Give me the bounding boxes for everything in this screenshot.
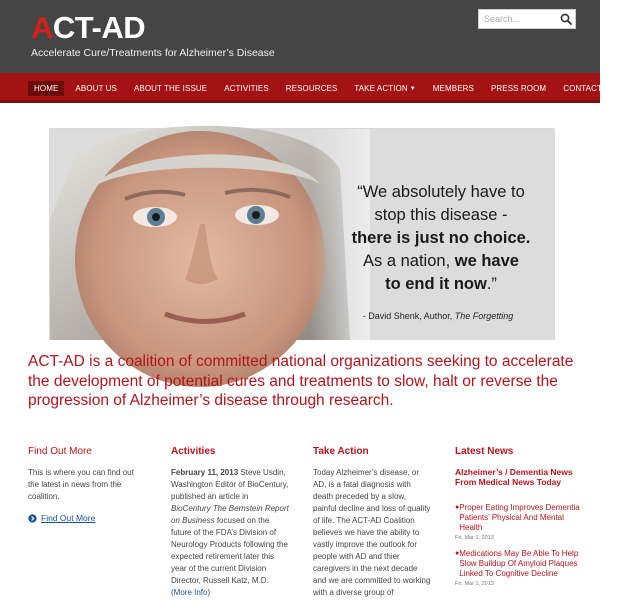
site-logo[interactable]: ACT-AD: [31, 10, 146, 45]
find-out-more-column: [28, 446, 146, 523]
activities-column: [171, 446, 289, 599]
mission-statement: ACT-AD is a coalition of committed national organizations seeking to accelerate the development of potential cures and treatments to slow, halt or reverse the progression of Alzheimer’s disease through research.: [28, 353, 574, 409]
nav-about-the-issue[interactable]: ABOUT THE ISSUE: [133, 84, 208, 93]
nav-resources[interactable]: RESOURCES: [285, 84, 338, 93]
find-out-more-heading: Find Out More: [28, 446, 92, 457]
activities-text: February 11, 2013 Steve Usdin, Washington Editor of BioCentury, published an article in BioCentury The Bernstein Report on Business focused on the future of the FDA’s Division of Neurology Products following the expected retirement later this year of the current Division Director, Russell Katz, M.D. (More Info): [171, 468, 289, 597]
quote-line-1: “We absolutely have to: [357, 183, 525, 201]
main-nav: [0, 73, 616, 103]
search-icon[interactable]: [559, 12, 573, 26]
quote-line-4: As a nation, we have: [363, 252, 519, 270]
nav-about-us[interactable]: ABOUT US: [75, 84, 117, 93]
more-info-link[interactable]: More Info: [173, 588, 208, 597]
site-header: [0, 0, 600, 73]
news-feed-title: Alzheimer’s / Dementia News From Medical News Today: [455, 467, 573, 487]
find-out-more-link-label: Find Out More: [41, 513, 96, 523]
take-action-heading: Take Action: [313, 446, 369, 457]
nav-members[interactable]: MEMBERS: [432, 84, 474, 93]
take-action-column: [313, 446, 431, 599]
arrow-circle-icon: [28, 514, 37, 523]
quote-line-2: stop this disease -: [374, 206, 508, 224]
nav-take-action-label: TAKE ACTION: [354, 84, 408, 93]
nav-activities[interactable]: ACTIVITIES: [224, 84, 269, 93]
nav-press-room[interactable]: PRESS ROOM: [490, 84, 547, 93]
nav-contact-us[interactable]: CONTACT US: [563, 84, 616, 93]
nav-home[interactable]: HOME: [28, 81, 64, 96]
quote-line-5: to end it now.”: [385, 275, 497, 293]
bullet-icon: ●: [455, 550, 460, 557]
list-item[interactable]: [455, 503, 580, 533]
news-item-title[interactable]: Proper Eating Improves Dementia Patients’ Physical And Mental Health: [459, 503, 580, 532]
activities-date: February 11, 2013: [171, 468, 239, 477]
quote-line-3: there is just no choice.: [351, 229, 531, 247]
take-action-text: Today Alzheimer’s disease, or AD, is a fatal diagnosis with death preceded by a slow, painful decline and loss of quality of life. The ACT-AD Coalition believes we have the ability to vastly improve the outlook for people with AD and thier caregivers in the next decade and we are committed to working with a diverse group of: [313, 468, 431, 597]
hero-quote: [336, 181, 546, 296]
nav-take-action[interactable]: [348, 81, 421, 96]
search-input[interactable]: [479, 10, 557, 28]
hero-banner: [49, 128, 554, 339]
search-box: [478, 9, 576, 29]
news-item-title[interactable]: Medications May Be Able To Help Slow Buildup Of Amyloid Plaques Linked To Cognitive Decline: [459, 549, 579, 578]
news-item-date: Fri, Mar 1, 2013: [455, 581, 494, 587]
latest-news-heading: Latest News: [455, 446, 514, 457]
quote-attribution: - David Shenk, Author, The Forgetting: [362, 311, 514, 321]
find-out-more-text: This is where you can find out the latest in news from the coalition.: [28, 468, 134, 501]
find-out-more-link[interactable]: [28, 513, 146, 523]
list-item[interactable]: [455, 549, 580, 579]
bullet-icon: ●: [455, 504, 460, 511]
news-item-date: Fri, Mar 1, 2013: [455, 535, 494, 541]
site-tagline: Accelerate Cure/Treatments for Alzheimer’s Disease: [31, 47, 275, 59]
chevron-down-icon: ▼: [409, 86, 416, 92]
latest-news-column: [455, 446, 580, 595]
activities-heading: Activities: [171, 446, 216, 457]
